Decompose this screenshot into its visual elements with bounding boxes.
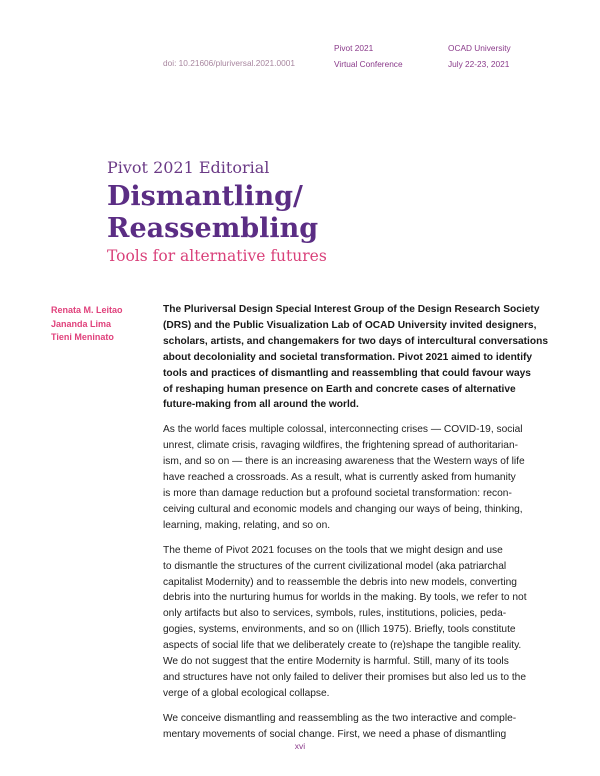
article-subtitle: Tools for alternative futures — [107, 247, 327, 265]
title-line-1: Dismantling/ — [107, 181, 303, 212]
paragraph-line: verge of a global ecological collapse. — [163, 687, 330, 699]
paragraph-1 — [163, 422, 535, 533]
paragraph-line: to dismantle the structures of the current civilizational model (aka patriarchal — [163, 560, 507, 572]
paragraph-line: unrest, climate crisis, ravaging wildfires, the frightening spread of authoritarian- — [163, 440, 519, 452]
abstract-line: of reshaping human presence on Earth and concrete cases of alternative — [163, 383, 516, 395]
conference-name: Pivot 2021 — [334, 43, 374, 53]
paragraph-line: We conceive dismantling and reassembling as the two interactive and comple- — [163, 712, 517, 724]
abstract-line: (DRS) and the Public Visualization Lab of OCAD University invited designers, — [163, 319, 537, 331]
paragraph-2 — [163, 543, 535, 702]
paragraph-line: debris into the nurturing humus for worlds in the making. By tools, we refer to not — [163, 592, 527, 604]
university: OCAD University — [448, 43, 511, 53]
abstract-line: The Pluriversal Design Special Interest Group of the Design Research Society — [163, 304, 540, 315]
doi[interactable] — [163, 55, 295, 71]
paragraph-line: The theme of Pivot 2021 focuses on the tools that we might design and use — [163, 544, 503, 556]
paragraph-line: have reached a crossroads. As a result, what is currently asked from humanity — [163, 472, 516, 484]
conference-info — [334, 40, 403, 72]
title-line-2: Reassembling — [107, 213, 319, 244]
article-body — [163, 302, 548, 752]
paragraph-line: only artifacts but also to services, symbols, rules, institutions, policies, peda- — [163, 608, 507, 620]
paragraph-3 — [163, 711, 535, 743]
abstract-line: future-making from all around the world. — [163, 399, 359, 411]
paragraph-line: gogies, systems, environments, and so on (Illich 1975). Briefly, tools constitute — [163, 624, 516, 636]
author-name: Jananda Lima — [51, 318, 112, 329]
article-title — [107, 181, 318, 245]
venue-info — [448, 40, 511, 72]
paragraph-line: ism, and so on — there is an increasing awareness that the Western ways of life — [163, 456, 525, 468]
author-list — [51, 304, 123, 345]
paragraph-line: learning, making, relating, and so on. — [163, 519, 331, 531]
author-name: Tieni Meninato — [51, 332, 114, 342]
paragraph-line: capitalist Modernity) and to reassemble the debris into new models, converting — [163, 576, 517, 588]
conference-format: Virtual Conference — [334, 59, 403, 69]
abstract — [163, 302, 548, 413]
author-name: Renata M. Leitao — [51, 305, 123, 315]
paragraph-line: is more than damage reduction but a profound societal transformation: recon- — [163, 487, 512, 499]
abstract-line: tools and practices of dismantling and reassembling that could favour ways — [163, 367, 531, 379]
paragraph-line: and structures have not only failed to deliver their promises but also led us to the — [163, 671, 526, 683]
paragraph-line: We do not suggest that the entire Modernity is harmful. Still, many of its tools — [163, 656, 509, 668]
paragraph-line: aspects of social life that we deliberately create to (re)shape the tangible reality. — [163, 640, 522, 652]
abstract-line: about decoloniality and societal transformation. Pivot 2021 aimed to identify — [163, 351, 533, 363]
doi-text: doi: 10.21606/pluriversal.2021.0001 — [163, 58, 295, 68]
page-number: xvi — [294, 741, 306, 751]
paragraph-line: As the world faces multiple colossal, interconnecting crises — COVID-19, social — [163, 424, 523, 436]
paragraph-line: mentary movements of social change. First, we need a phase of dismantling — [163, 728, 507, 740]
abstract-line: scholars, artists, and changemakers for two days of intercultural conversations — [163, 335, 548, 347]
conference-dates: July 22-23, 2021 — [448, 59, 510, 69]
article-kicker: Pivot 2021 Editorial — [107, 158, 270, 177]
paragraph-line: ceiving cultural and economic models and changing our ways of being, thinking, — [163, 503, 523, 515]
